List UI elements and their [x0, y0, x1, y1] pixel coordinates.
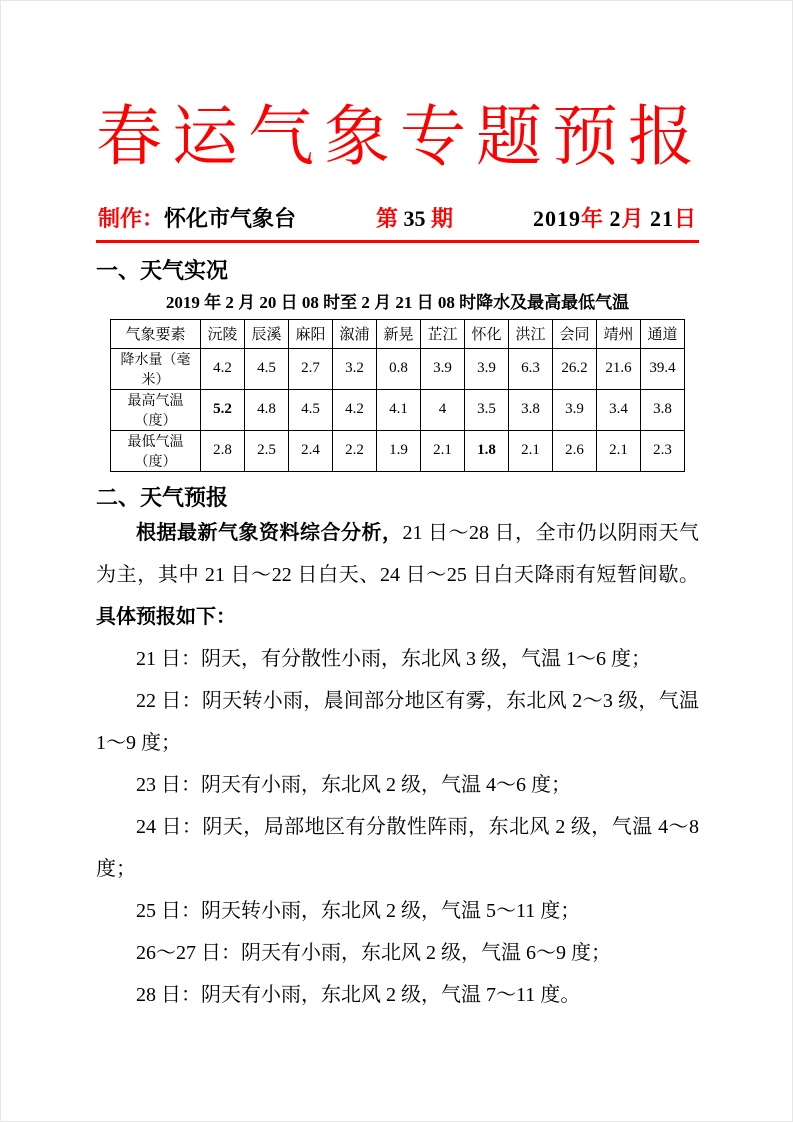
table-station-header: 洪江	[509, 319, 553, 348]
table-station-header: 辰溪	[245, 319, 289, 348]
weather-observation-table	[110, 319, 685, 472]
table-station-header: 会同	[553, 319, 597, 348]
header-divider-rule	[96, 240, 699, 243]
table-cell: 1.9	[377, 430, 421, 471]
table-cell: 4.2	[201, 348, 245, 389]
table-cell: 2.7	[289, 348, 333, 389]
table-cell: 4.2	[333, 389, 377, 430]
table-cell: 3.9	[421, 348, 465, 389]
forecast-item: 28 日：阴天有小雨，东北风 2 级，气温 7～11 度。	[136, 983, 581, 1006]
issue-number	[376, 204, 453, 234]
table-cell: 2.2	[333, 430, 377, 471]
table-cell: 3.8	[641, 389, 685, 430]
table-station-header: 通道	[641, 319, 685, 348]
table-cell: 6.3	[509, 348, 553, 389]
table-title: 2019 年 2 月 20 日 08 时至 2 月 21 日 08 时降水及最高最低气温	[165, 292, 630, 312]
issue-date	[533, 204, 697, 234]
table-row	[111, 389, 685, 430]
table-cell: 2.3	[641, 430, 685, 471]
table-station-header: 怀化	[465, 319, 509, 348]
table-cell: 26.2	[553, 348, 597, 389]
table-cell: 39.4	[641, 348, 685, 389]
producer-label: 制作：	[98, 205, 165, 231]
forecast-item: 21 日：阴天，有分散性小雨，东北风 3 级，气温 1～6 度；	[136, 647, 651, 670]
forecast-item: 26～27 日：阴天有小雨，东北风 2 级，气温 6～9 度；	[136, 941, 611, 964]
section2-heading: 二、天气预报	[96, 484, 229, 510]
table-cell: 4	[421, 389, 465, 430]
table-cell: 3.2	[333, 348, 377, 389]
table-row-label: 最高气温（度）	[111, 389, 201, 430]
table-cell: 2.1	[509, 430, 553, 471]
section1-heading: 一、天气实况	[96, 257, 229, 283]
table-header-row	[111, 319, 685, 348]
table-cell: 2.1	[421, 430, 465, 471]
forecast-intro-paragraph	[96, 512, 699, 638]
table-cell: 4.1	[377, 389, 421, 430]
table-cell: 0.8	[377, 348, 421, 389]
issue-suffix: 期	[430, 205, 453, 231]
table-station-header: 靖州	[597, 319, 641, 348]
table-row-label: 降水量（毫米）	[111, 348, 201, 389]
intro-body-text: 21 日～28 日，全市仍以阴雨天气为主，其中 21 日～22 日白天、24 日～25 日白天降雨有短暂间歇。	[96, 521, 699, 586]
table-cell: 3.9	[465, 348, 509, 389]
table-station-header: 溆浦	[333, 319, 377, 348]
meta-line	[96, 204, 699, 234]
forecast-list	[96, 638, 699, 1016]
table-station-header: 沅陵	[201, 319, 245, 348]
date-day-label: 日	[673, 205, 697, 231]
forecast-item: 25 日：阴天转小雨，东北风 2 级，气温 5～11 度；	[136, 899, 581, 922]
table-cell: 3.4	[597, 389, 641, 430]
table-cell: 4.8	[245, 389, 289, 430]
table-cell: 2.4	[289, 430, 333, 471]
table-station-header: 麻阳	[289, 319, 333, 348]
date-month-label: 月	[621, 205, 645, 231]
table-cell: 4.5	[245, 348, 289, 389]
issue-prefix: 第	[375, 205, 398, 231]
forecast-item: 22 日：阴天转小雨，晨间部分地区有雾，东北风 2～3 级，气温 1～9 度；	[96, 689, 699, 754]
table-row	[111, 430, 685, 471]
table-cell: 2.1	[597, 430, 641, 471]
table-cell: 3.9	[553, 389, 597, 430]
intro-lead-bold: 根据最新气象资料综合分析，	[136, 521, 403, 544]
table-corner-header: 气象要素	[111, 319, 201, 348]
table-row	[111, 348, 685, 389]
date-year: 2019	[532, 205, 581, 231]
date-month: 2	[609, 205, 622, 231]
producer	[98, 204, 296, 234]
document-title: 春运气象专题预报	[96, 101, 704, 174]
table-cell: 3.5	[465, 389, 509, 430]
table-station-header: 芷江	[421, 319, 465, 348]
forecast-item: 24 日：阴天，局部地区有分散性阵雨，东北风 2 级，气温 4～8 度；	[96, 815, 699, 880]
table-cell: 2.5	[245, 430, 289, 471]
date-year-label: 年	[580, 205, 604, 231]
table-cell: 1.8	[465, 430, 509, 471]
table-row-label: 最低气温（度）	[111, 430, 201, 471]
date-day: 21	[649, 205, 674, 231]
intro-tail-bold: 具体预报如下：	[96, 605, 236, 628]
issue-value: 35	[403, 205, 426, 231]
table-cell: 4.5	[289, 389, 333, 430]
table-cell: 3.8	[509, 389, 553, 430]
table-cell: 2.6	[553, 430, 597, 471]
table-cell: 5.2	[201, 389, 245, 430]
producer-value: 怀化市气象台	[164, 205, 297, 231]
table-cell: 2.8	[201, 430, 245, 471]
table-cell: 21.6	[597, 348, 641, 389]
forecast-item: 23 日：阴天有小雨，东北风 2 级，气温 4～6 度；	[136, 773, 571, 796]
table-station-header: 新晃	[377, 319, 421, 348]
